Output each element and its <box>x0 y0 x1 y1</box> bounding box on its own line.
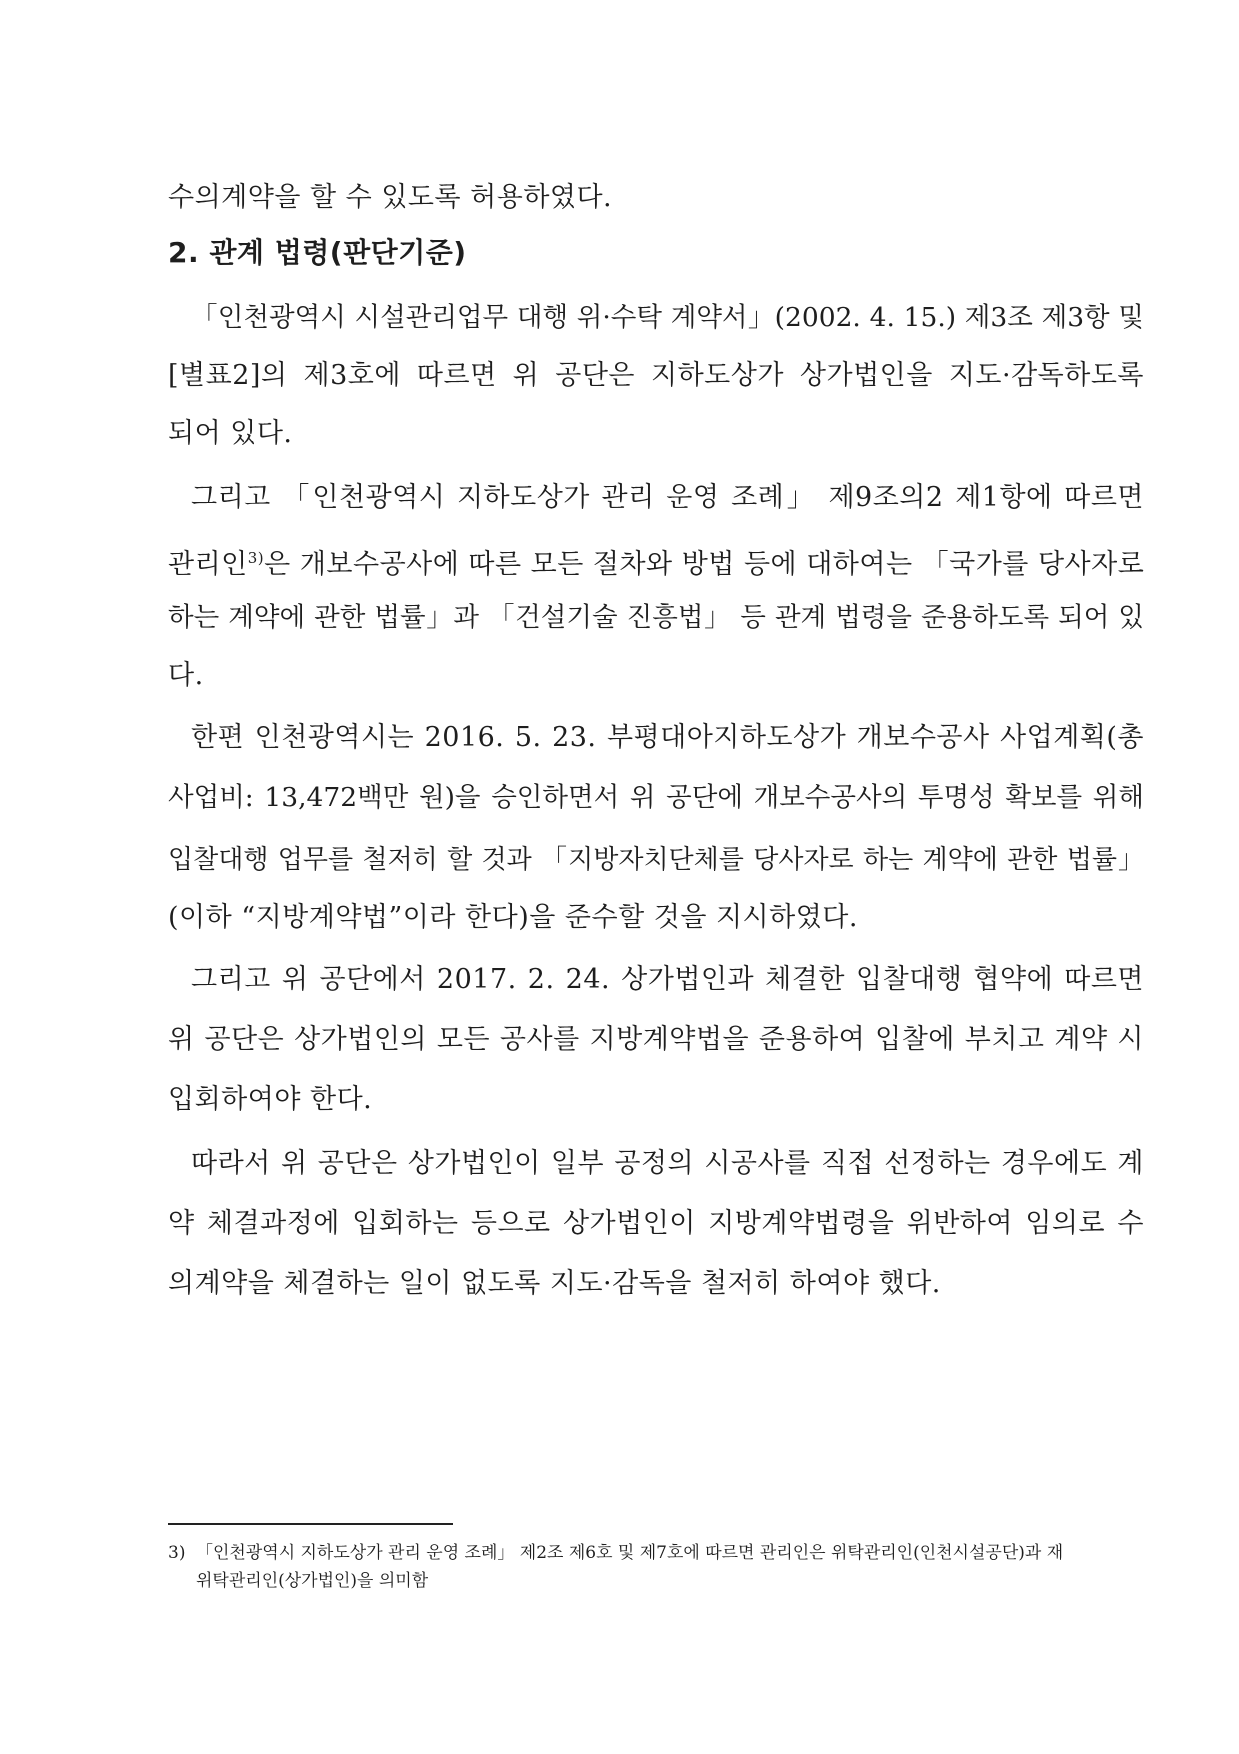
section-heading: 2. 관계 법령(판단기준) <box>168 236 467 269</box>
paragraph-5-line-2: 약 체결과정에 입회하는 등으로 상가법인이 지방계약법령을 위반하여 임의로 수 <box>168 1208 1144 1239</box>
paragraph-4-line-1: 그리고 위 공단에서 2017. 2. 24. 상가법인과 체결한 입찰대행 협약에 따르면 <box>191 964 1144 995</box>
body-line-1: 수의계약을 할 수 있도록 허용하였다. <box>168 182 613 213</box>
paragraph-5-line-1: 따라서 위 공단은 상가법인이 일부 공정의 시공사를 직접 선정하는 경우에도 계 <box>191 1148 1144 1179</box>
footnote-number: 3) <box>168 1543 186 1563</box>
paragraph-2-line-2-rest: 은 개보수공사에 따른 모든 절차와 방법 등에 대하여는 「국가를 당사자로 <box>264 549 1145 580</box>
paragraph-3-line-3: 입찰대행 업무를 철저히 할 것과 「지방자치단체를 당사자로 하는 계약에 관한 법률」 <box>168 845 1144 875</box>
footnote-line-2: 위탁관리인(상가법인)을 의미함 <box>196 1571 429 1591</box>
footnote-divider <box>168 1523 453 1525</box>
paragraph-4-line-2: 위 공단은 상가법인의 모든 공사를 지방계약법을 준용하여 입찰에 부치고 계약 시 <box>168 1024 1144 1055</box>
paragraph-3-line-1: 한편 인천광역시는 2016. 5. 23. 부평대아지하도상가 개보수공사 사업계획(총 <box>191 722 1144 753</box>
paragraph-2-line-2 <box>168 538 1144 585</box>
footnote <box>168 1540 1144 1566</box>
footnote-line-1: 「인천광역시 지하도상가 관리 운영 조례」 제2조 제6호 및 제7호에 따르면 관리인은 위탁관리인(인천시설공단)과 재 <box>196 1543 1064 1563</box>
paragraph-3-line-4: (이하 “지방계약법”이라 한다)을 준수할 것을 지시하였다. <box>168 902 858 933</box>
paragraph-1-line-2: [별표2]의 제3호에 따르면 위 공단은 지하도상가 상가법인을 지도·감독하도록 <box>168 360 1144 391</box>
paragraph-2-line-4: 다. <box>168 660 204 691</box>
paragraph-2-line-3: 하는 계약에 관한 법률」과 「건설기술 진흥법」 등 관계 법령을 준용하도록 되어 있 <box>168 602 1144 633</box>
paragraph-4-line-3: 입회하여야 한다. <box>168 1084 373 1115</box>
paragraph-2-line-1: 그리고 「인천광역시 지하도상가 관리 운영 조례」 제9조의2 제1항에 따르면 <box>191 482 1144 513</box>
footnote-ref: 3) <box>247 549 265 567</box>
paragraph-3-line-2: 사업비: 13,472백만 원)을 승인하면서 위 공단에 개보수공사의 투명성 확보를 위해 <box>168 782 1144 813</box>
term-text: 관리인 <box>168 549 248 580</box>
paragraph-5-line-3: 의계약을 체결하는 일이 없도록 지도·감독을 철저히 하여야 했다. <box>168 1268 941 1299</box>
paragraph-1-line-1: 「인천광역시 시설관리업무 대행 위·수탁 계약서」(2002. 4. 15.) 제3조 제3항 및 <box>191 302 1144 333</box>
paragraph-1-line-3: 되어 있다. <box>168 418 293 449</box>
